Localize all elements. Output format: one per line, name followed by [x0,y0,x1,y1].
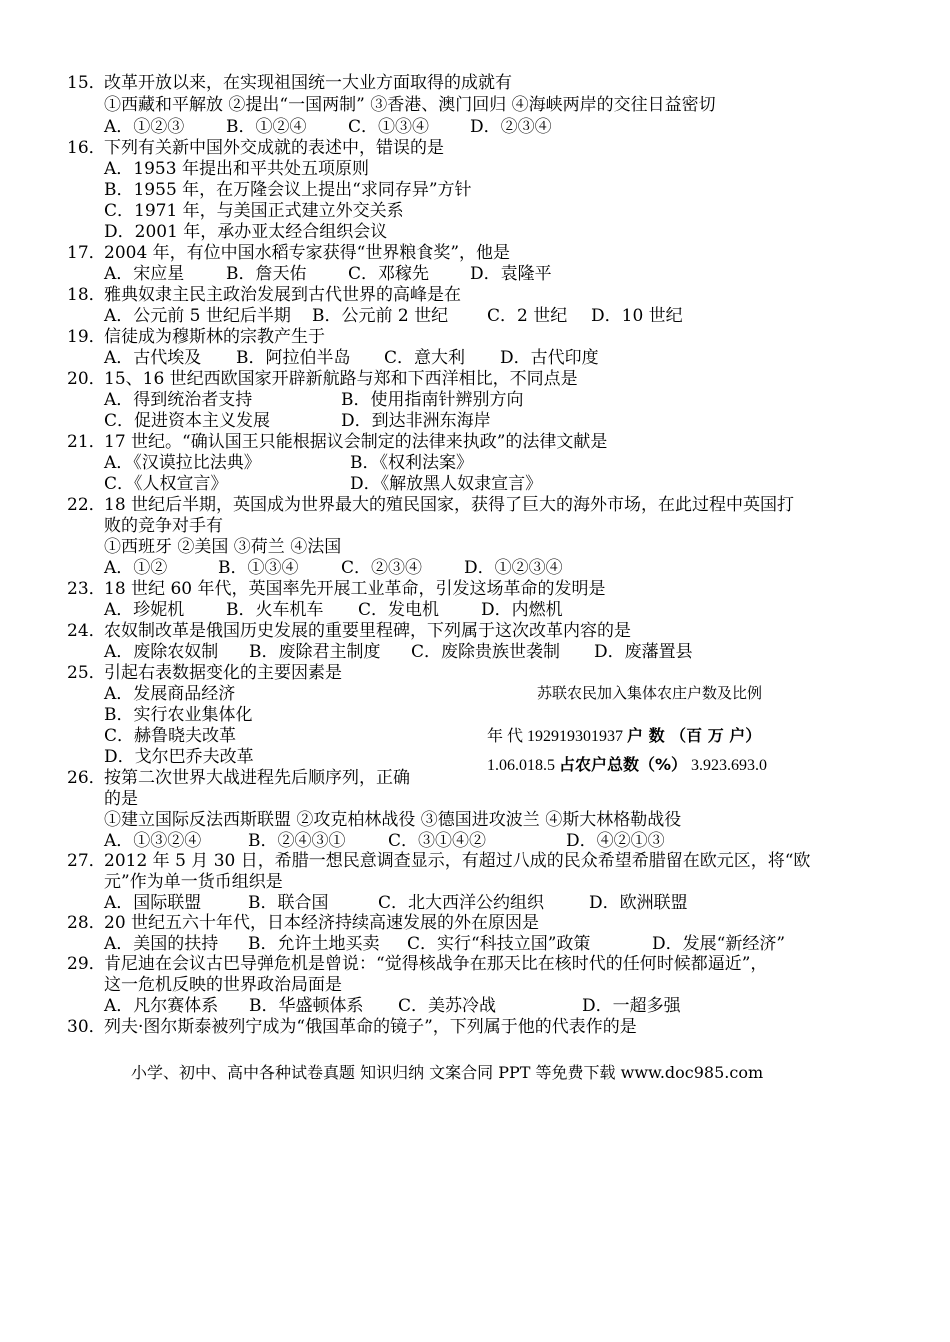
question-stem: 2012 年 5 月 30 日，希腊一想民意调查显示，有超过八成的民众希望希腊留在欧元区，将“欧 [104,851,811,871]
option-a: A．宋应星 [104,264,185,284]
question-stem: 信徒成为穆斯林的宗教产生于 [104,327,325,347]
question-stem: 17 世纪。“确认国王只能根据议会制定的法律来执政”的法律文献是 [104,432,608,452]
question-number: 30． [67,1017,106,1037]
option-c: C．②③④ [341,558,423,578]
option-a: A．①②③ [104,117,185,137]
question-number: 24． [67,621,106,641]
option-c: C．发电机 [358,600,440,620]
question-stem: 引起右表数据变化的主要因素是 [104,663,342,683]
option-a: A．《汉谟拉比法典》 [104,453,261,473]
question-stem-cont: 这一危机反映的世界政治局面是 [104,975,342,995]
question-number: 20． [67,369,106,389]
option-d: D．欧洲联盟 [589,893,688,913]
option-c: C．美苏冷战 [398,996,497,1016]
option-c: C．①③④ [348,117,430,137]
option-a: A．得到统治者支持 [104,390,253,410]
question-stem: 农奴制改革是俄国历史发展的重要里程碑，下列属于这次改革内容的是 [104,621,631,641]
question-stem: 2004 年，有位中国水稻专家获得“世界粮食奖”，他是 [104,243,511,263]
option-a: A．1953 年提出和平共处五项原则 [104,159,369,179]
table-households-label: 户 数 （百 万 户） [627,726,762,745]
page-footer: 小学、初中、高中各种试卷真题 知识归纳 文案合同 PPT 等免费下载 www.doc985.com [131,1063,764,1082]
option-d: D．④②①③ [566,831,665,851]
question-stem: 列夫·图尔斯泰被列宁成为“俄国革命的镜子”，下列属于他的代表作的是 [104,1017,637,1037]
option-d: D．废藩置县 [594,642,693,662]
table-row-values [487,752,767,775]
option-d: D．10 世纪 [591,306,683,326]
table-caption: 苏联农民加入集体农庄户数及比例 [537,684,763,702]
option-c: C．赫鲁晓夫改革 [104,726,237,746]
question-stem: 雅典奴隶主民主政治发展到古代世界的高峰是在 [104,285,461,305]
option-a: A．①② [104,558,168,578]
question-number: 18． [67,285,106,305]
option-d: D．戈尔巴乔夫改革 [104,747,254,767]
option-b: B．实行农业集体化 [104,705,253,725]
question-stem-cont: 败的竞争对手有 [104,516,223,536]
option-b: B．华盛顿体系 [249,996,364,1016]
option-c: C．促进资本主义发展 [104,411,271,431]
question-items: ①西藏和平解放 ②提出“一国两制” ③香港、澳门回归 ④海峡两岸的交往日益密切 [104,95,716,115]
option-a: A．珍妮机 [104,600,185,620]
option-d: D．袁隆平 [470,264,552,284]
option-b: B．②④③① [248,831,346,851]
option-d: D．②③④ [470,117,552,137]
question-stem: 18 世纪后半期，英国成为世界最大的殖民国家，获得了巨大的海外市场，在此过程中英国打 [104,495,795,515]
question-stem: 改革开放以来，在实现祖国统一大业方面取得的成就有 [104,73,512,93]
table-row-years [487,723,761,746]
option-d: D．古代印度 [500,348,599,368]
option-d: D．发展“新经济” [652,934,786,954]
option-d: D．2001 年，承办亚太经合组织会议 [104,222,388,242]
option-c: C．实行“科技立国”政策 [407,934,591,954]
option-b: B．联合国 [248,893,329,913]
option-d: D．一超多强 [582,996,681,1016]
question-stem: 18 世纪 60 年代，英国率先开展工业革命，引发这场革命的发明是 [104,579,606,599]
question-stem: 20 世纪五六十年代，日本经济持续高速发展的外在原因是 [104,913,540,933]
question-number: 27． [67,851,106,871]
option-a: A．①③②④ [104,831,202,851]
question-number: 29． [67,954,106,974]
option-b: B．阿拉伯半岛 [236,348,351,368]
option-a: A．古代埃及 [104,348,202,368]
option-c: C．1971 年，与美国正式建立外交关系 [104,201,404,221]
question-number: 26． [67,768,106,788]
option-a: A．发展商品经济 [104,684,236,704]
option-b: B．《权利法案》 [350,453,473,473]
option-d: D．《解放黑人奴隶宣言》 [350,474,543,494]
question-number: 21． [67,432,106,452]
option-c: C．意大利 [384,348,466,368]
question-stem-cont: 元”作为单一货币组织是 [104,872,283,892]
option-b: B．①③④ [218,558,299,578]
option-d: D．①②③④ [464,558,563,578]
question-number: 17． [67,243,106,263]
question-number: 28． [67,913,106,933]
question-number: 16． [67,138,106,158]
option-a: A．废除农奴制 [104,642,219,662]
option-a: A．公元前 5 世纪后半期 [104,306,291,326]
option-b: B．火车机车 [226,600,324,620]
question-number: 15． [67,73,106,93]
question-number: 19． [67,327,106,347]
question-stem-cont: 的是 [104,789,138,809]
question-number: 25． [67,663,106,683]
option-b: B．①②④ [226,117,307,137]
question-stem: 肯尼迪在会议古巴导弹危机是曾说：“觉得核战争在那天比在核时代的任何时候都逼近”， [104,954,768,974]
question-stem: 按第二次世界大战进程先后顺序列，正确 [104,768,410,788]
option-d: D．到达非洲东海岸 [341,411,491,431]
option-b: B．1955 年，在万隆会议上提出“求同存异”方针 [104,180,472,200]
question-stem: 下列有关新中国外交成就的表述中，错误的是 [104,138,444,158]
option-a: A．凡尔赛体系 [104,996,219,1016]
option-a: A．美国的扶持 [104,934,219,954]
table-percent-label: 占农户总数（%） [559,755,688,774]
option-b: B．使用指南针辨别方向 [341,390,524,410]
option-c: C．《人权宣言》 [104,474,228,494]
question-number: 23． [67,579,106,599]
option-c: C．③①④② [388,831,487,851]
question-stem: 15、16 世纪西欧国家开辟新航路与郑和下西洋相比，不同点是 [104,369,578,389]
option-b: B．废除君主制度 [249,642,381,662]
option-c: C．北大西洋公约组织 [378,893,545,913]
option-b: B．詹天佑 [226,264,307,284]
table-years: 年 代 192919301937 [487,728,628,745]
table-percent-values: 3.923.693.0 [687,757,768,774]
question-items: ①建立国际反法西斯联盟 ②攻克柏林战役 ③德国进攻波兰 ④斯大林格勒战役 [104,810,682,830]
option-d: D．内燃机 [481,600,563,620]
option-c: C．废除贵族世袭制 [411,642,561,662]
option-c: C．邓稼先 [348,264,430,284]
option-a: A．国际联盟 [104,893,202,913]
question-number: 22． [67,495,106,515]
option-b: B．允许土地买卖 [248,934,380,954]
table-household-values: 1.06.018.5 [487,757,559,774]
question-items: ①西班牙 ②美国 ③荷兰 ④法国 [104,537,342,557]
option-c: C．2 世纪 [487,306,568,326]
option-b: B．公元前 2 世纪 [312,306,449,326]
